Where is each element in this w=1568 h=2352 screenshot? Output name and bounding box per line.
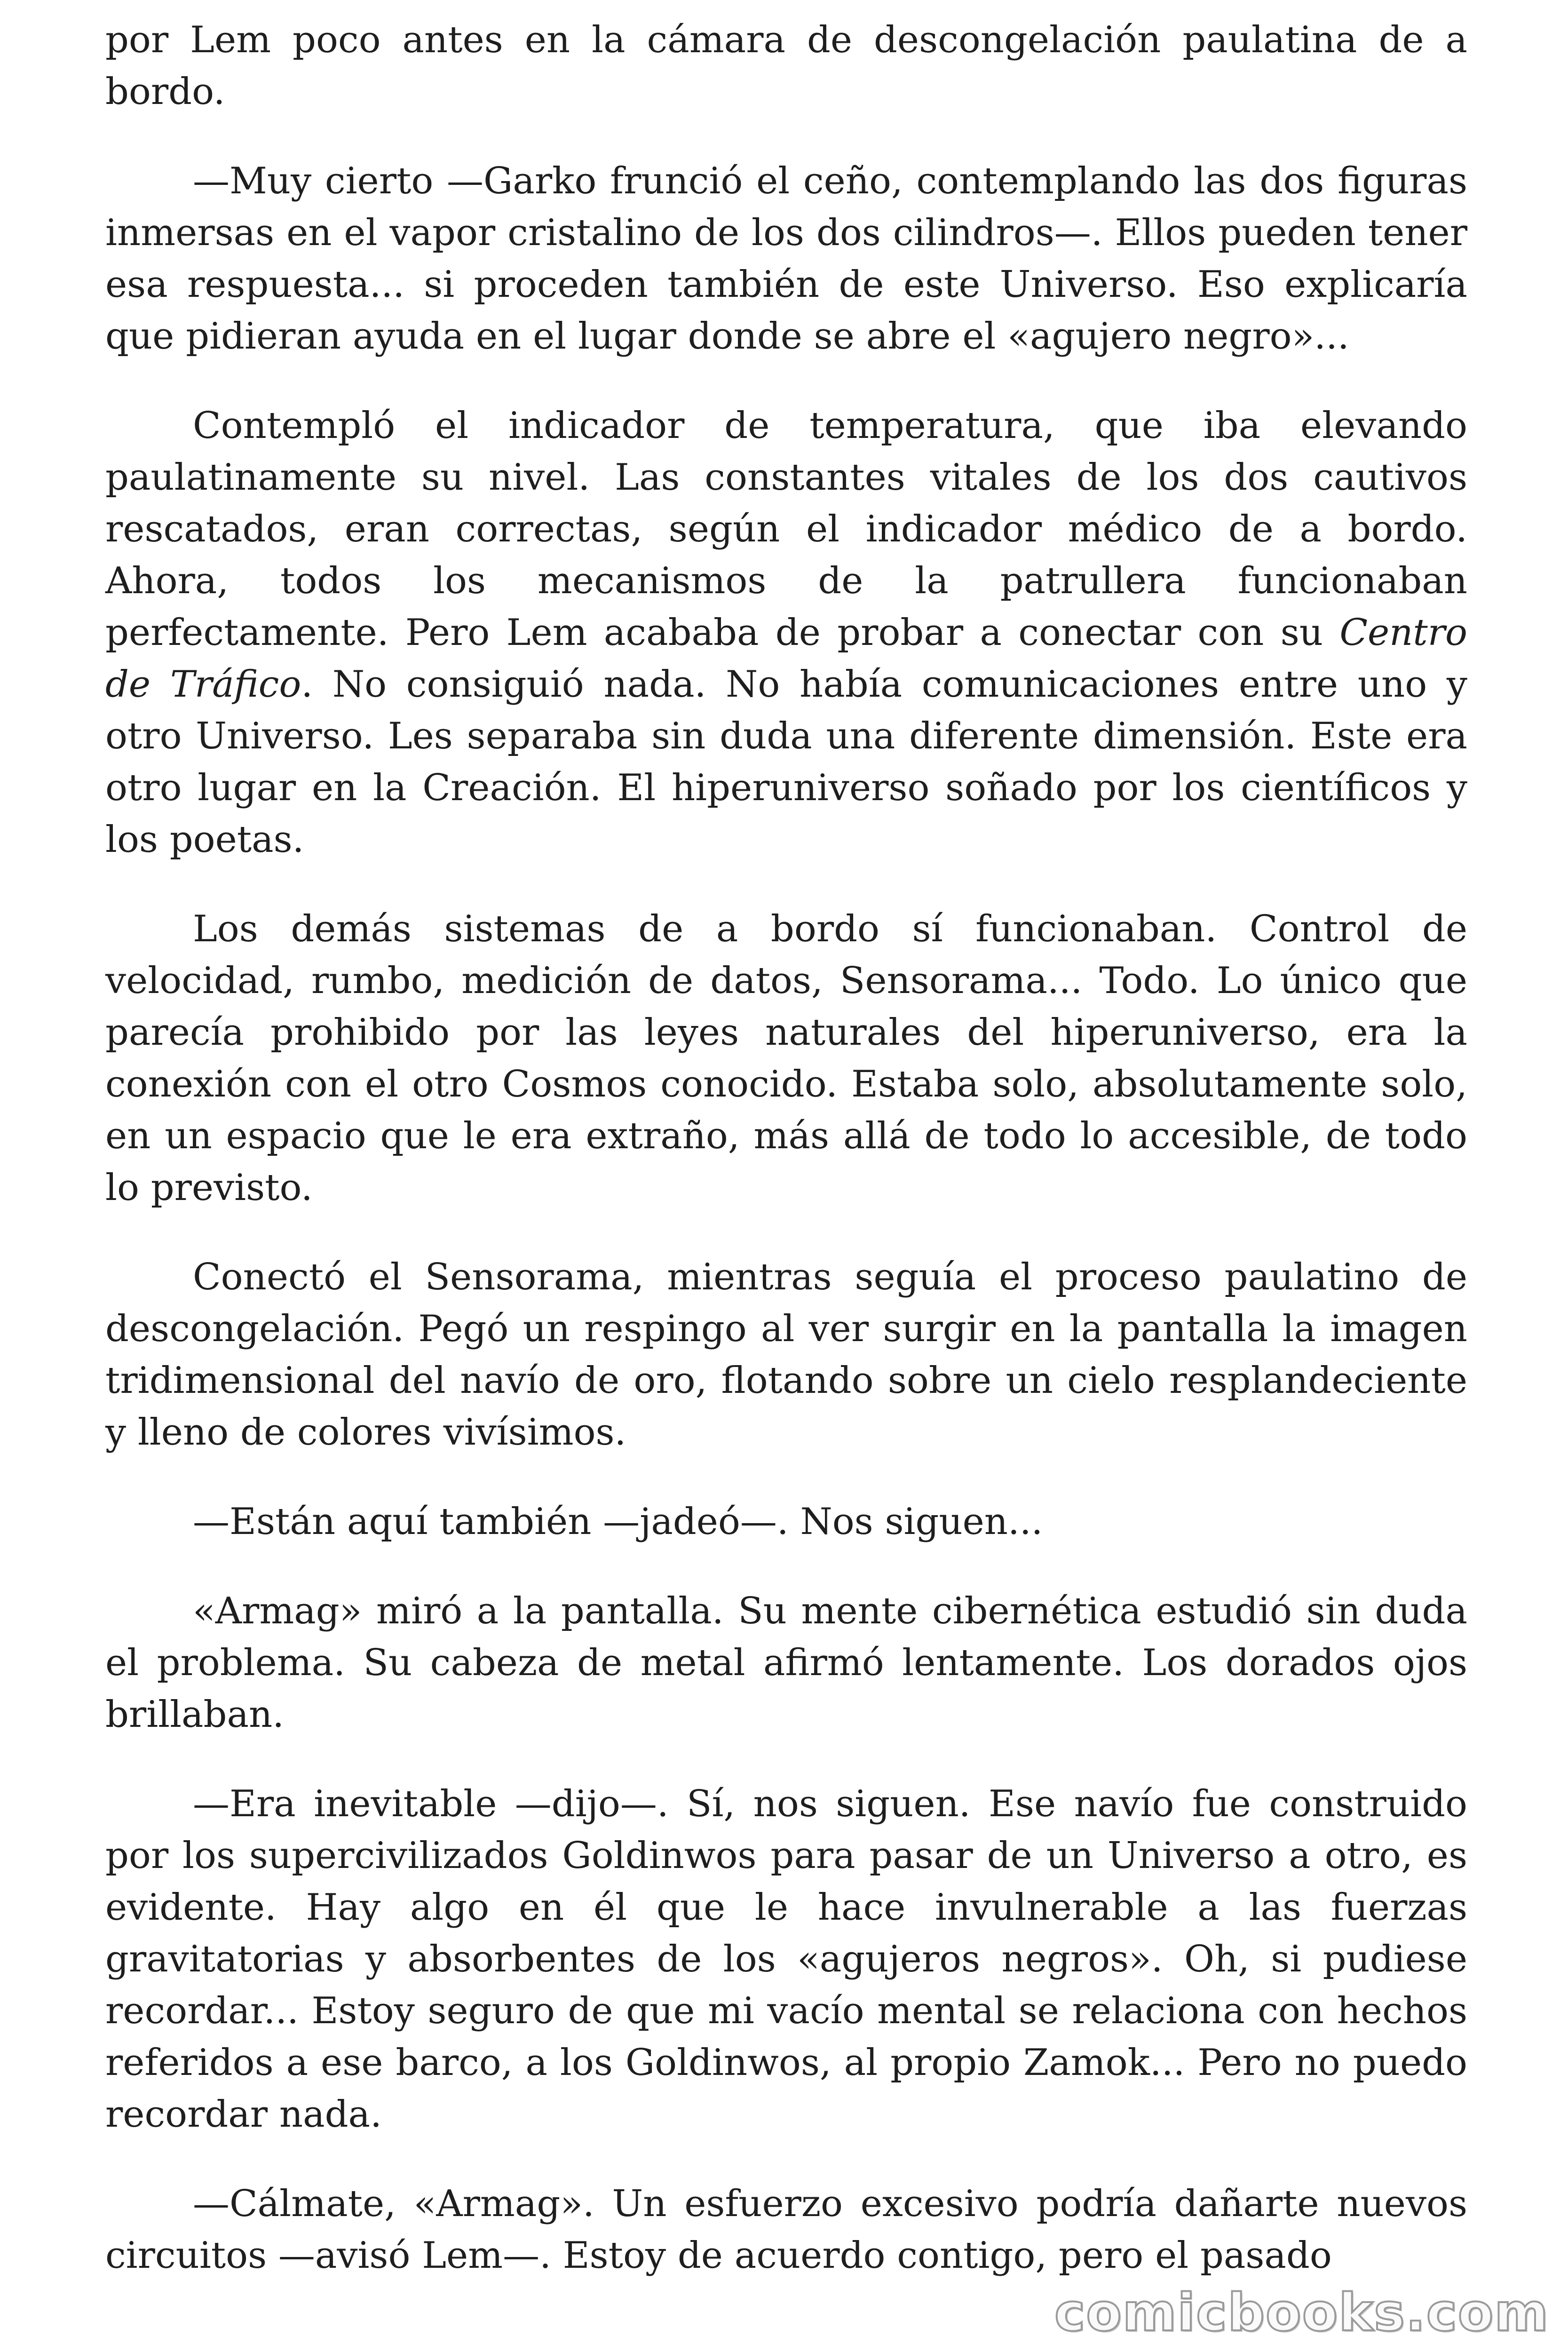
paragraph-5: Conectó el Sensorama, mientras seguía el proceso paulatino de descongelación. Pegó un respingo al ver surgir en la pantalla la imagen tridimensional del navío de oro, flotando sobre un cielo resplandeciente y lleno de colores vivísimos. xyxy=(105,1256,1467,1454)
book-page xyxy=(105,14,1467,2281)
paragraph-7: «Armag» miró a la pantalla. Su mente cibernética estudió sin duda el problema. Su cabeza de metal afirmó lentamente. Los dorados ojos brillaban. xyxy=(105,1590,1467,1736)
paragraph-8: —Era inevitable —dijo—. Sí, nos siguen. Ese navío fue construido por los supercivilizados Goldinwos para pasar de un Universo a otro, es evidente. Hay algo en él que le hace invulnerable a las fuerzas gravitatorias y absorbentes de los «agujeros negros». Oh, si pudiese recordar... Estoy seguro de que mi vacío mental se relaciona con hechos referidos a ese barco, a los Goldinwos, al propio Zamok... Pero no puedo recordar nada. xyxy=(105,1783,1467,2136)
paragraph-2: —Muy cierto —Garko frunció el ceño, contemplando las dos figuras inmersas en el vapor cristalino de los dos cilindros—. Ellos pueden tener esa respuesta... si proceden también de este Universo. Eso explicaría que pidieran ayuda en el lugar donde se abre el «agujero negro»... xyxy=(105,160,1467,358)
paragraph-3 xyxy=(105,400,1467,866)
paragraph-3-text-before: Contempló el indicador de temperatura, que iba elevando paulatinamente su nivel. Las constantes vitales de los dos cautivos rescatados, eran correctas, según el indicador médico de a bordo. Ahora, todos los mecanismos de la patrullera funcionaban perfectamente. Pero Lem acababa de probar a conectar con su xyxy=(105,405,1467,654)
paragraph-4: Los demás sistemas de a bordo sí funcionaban. Control de velocidad, rumbo, medición de datos, Sensorama... Todo. Lo único que parecía prohibido por las leyes naturales del hiperuniverso, era la conexión con el otro Cosmos conocido. Estaba solo, absolutamente solo, en un espacio que le era extraño, más allá de todo lo accesible, de todo lo previsto. xyxy=(105,908,1467,1209)
paragraph-6: —Están aquí también —jadeó—. Nos siguen... xyxy=(193,1501,1043,1543)
watermark-logo: comicbooks.com xyxy=(1054,2282,1549,2343)
italic-term: Centro de Tráfico xyxy=(105,612,1467,706)
paragraph-3-text-after: . No consiguió nada. No había comunicaciones entre uno y otro Universo. Les separaba sin duda una diferente dimensión. Este era otro lugar en la Creación. El hiperuniverso soñado por los científicos y los poetas. xyxy=(105,663,1468,861)
paragraph-9: —Cálmate, «Armag». Un esfuerzo excesivo podría dañarte nuevos circuitos —avisó Lem—. Estoy de acuerdo contigo, pero el pasado xyxy=(105,2183,1467,2277)
paragraph-1: por Lem poco antes en la cámara de descongelación paulatina de a bordo. xyxy=(105,19,1467,113)
